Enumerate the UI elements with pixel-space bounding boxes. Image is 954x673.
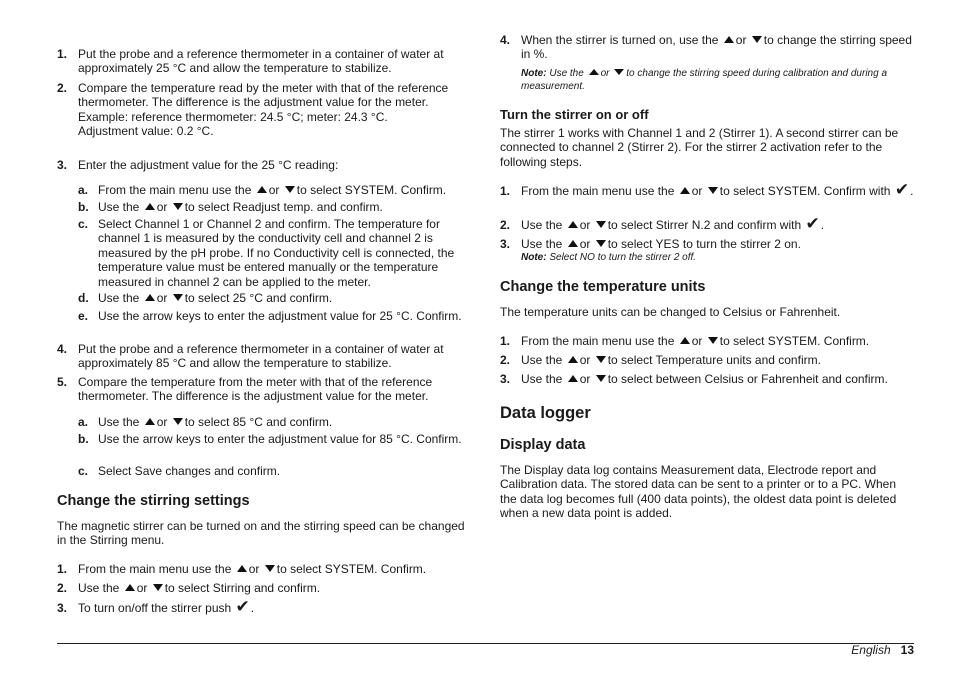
- list-item: 2. Use the or to select Temperature units and confirm.: [500, 353, 821, 367]
- up-arrow-icon: [237, 565, 247, 572]
- paragraph: The stirrer 1 works with Channel 1 and 2 (Stirrer 1). A second stirrer can be connected to channel 2 (Stirrer 2). For the stirrer 2 activation refer to the following steps.: [500, 126, 899, 169]
- list-item: 4. Put the probe and a reference thermometer in a container of water at approximately 85 °C and allow the temperature to stabilize.: [57, 342, 444, 371]
- up-arrow-icon: [257, 186, 267, 193]
- up-arrow-icon: [145, 294, 155, 301]
- sub-list-item: e. Use the arrow keys to enter the adjustment value for 25 °C. Confirm.: [78, 309, 462, 323]
- sub-list-item: d. Use the or to select 25 °C and confirm.: [78, 291, 333, 305]
- sub-list-item: a. Use the or to select 85 °C and confirm.: [78, 415, 333, 429]
- up-arrow-icon: [589, 69, 599, 75]
- list-item: 1. From the main menu use the or to select SYSTEM. Confirm with ✔.: [500, 180, 914, 199]
- up-arrow-icon: [125, 584, 135, 591]
- sub-list-item: b. Use the or to select Readjust temp. and confirm.: [78, 200, 383, 214]
- down-arrow-icon: [596, 375, 606, 382]
- sub-list-item: c. Select Channel 1 or Channel 2 and confirm. The temperature for channel 1 is measured by the conductivity cell and channel 2 is measured by the pH probe. If no Conductivity cell is connected, the temperature value must be entered manually or the temperature measured in channel 2 can be applied to the meter.: [78, 217, 455, 289]
- up-arrow-icon: [145, 203, 155, 210]
- down-arrow-icon: [596, 221, 606, 228]
- down-arrow-icon: [285, 186, 295, 193]
- down-arrow-icon: [708, 187, 718, 194]
- list-item: 3. Use the or to select YES to turn the stirrer 2 on. Note: Select NO to turn the stirrer 2 off.: [500, 237, 914, 264]
- down-arrow-icon: [173, 418, 183, 425]
- section-heading: Change the temperature units: [500, 279, 706, 295]
- list-item: 4. When the stirrer is turned on, use the or to change the stirring speed in %.: [500, 33, 912, 62]
- paragraph: The magnetic stirrer can be turned on and the stirring speed can be changed in the Stirring menu.: [57, 519, 465, 548]
- list-item: 1. Put the probe and a reference thermometer in a container of water at approximately 25 °C and allow the temperature to stabilize.: [57, 47, 444, 76]
- sub-list-item: a. From the main menu use the or to select SYSTEM. Confirm.: [78, 183, 447, 197]
- list-item: 2. Compare the temperature read by the meter with that of the reference thermometer. The difference is the adjustment value for the meter. Example: reference thermometer: 24.5 °C; meter: 24.3 °C. Adjustment value: 0.2 °C.: [57, 81, 449, 139]
- paragraph: The Display data log contains Measurement data, Electrode report and Calibration data. The stored data can be sent to a printer or to a PC. When the data log becomes full (400 data points), the oldest data point is deleted when a new data point is added.: [500, 463, 897, 521]
- down-arrow-icon: [173, 203, 183, 210]
- down-arrow-icon: [173, 294, 183, 301]
- up-arrow-icon: [680, 187, 690, 194]
- list-item: 3. Use the or to select between Celsius or Fahrenheit and confirm.: [500, 372, 888, 386]
- down-arrow-icon: [708, 337, 718, 344]
- sub-list-item: b. Use the arrow keys to enter the adjustment value for 85 °C. Confirm.: [78, 432, 462, 446]
- up-arrow-icon: [568, 356, 578, 363]
- list-item: 3. To turn on/off the stirrer push ✔.: [57, 597, 255, 616]
- chapter-heading: Data logger: [500, 404, 591, 422]
- list-item: 5. Compare the temperature from the meter with that of the reference thermometer. The difference is the adjustment value for the meter.: [57, 375, 433, 404]
- list-item: 3. Enter the adjustment value for the 25 °C reading:: [57, 158, 339, 172]
- section-heading: Turn the stirrer on or off: [500, 107, 649, 122]
- list-item: 2. Use the or to select Stirring and confirm.: [57, 581, 321, 595]
- checkmark-icon: ✔: [805, 214, 820, 233]
- sub-list-item: c. Select Save changes and confirm.: [78, 464, 281, 478]
- checkmark-icon: ✔: [894, 180, 910, 199]
- note: Note: Select NO to turn the stirrer 2 off.: [521, 252, 697, 264]
- down-arrow-icon: [614, 69, 624, 75]
- up-arrow-icon: [568, 375, 578, 382]
- section-heading: Change the stirring settings: [57, 493, 250, 509]
- up-arrow-icon: [568, 221, 578, 228]
- list-item: 1. From the main menu use the or to select SYSTEM. Confirm.: [57, 562, 427, 576]
- down-arrow-icon: [596, 240, 606, 247]
- footer-rule: [57, 643, 914, 644]
- down-arrow-icon: [752, 36, 762, 43]
- up-arrow-icon: [568, 240, 578, 247]
- down-arrow-icon: [596, 356, 606, 363]
- list-item: 1. From the main menu use the or to select SYSTEM. Confirm.: [500, 334, 870, 348]
- section-heading: Display data: [500, 437, 586, 453]
- page-number: 13: [900, 643, 914, 657]
- paragraph: The temperature units can be changed to Celsius or Fahrenheit.: [500, 305, 841, 319]
- checkmark-icon: ✔: [235, 597, 250, 616]
- down-arrow-icon: [265, 565, 275, 572]
- list-item: 2. Use the or to select Stirrer N.2 and confirm with ✔.: [500, 214, 825, 233]
- up-arrow-icon: [145, 418, 155, 425]
- note: Note: Use the or to change the stirring speed during calibration and during a measurement.: [521, 68, 888, 92]
- up-arrow-icon: [680, 337, 690, 344]
- footer-language: English: [851, 643, 891, 657]
- page-footer: [851, 643, 914, 657]
- down-arrow-icon: [153, 584, 163, 591]
- up-arrow-icon: [724, 36, 734, 43]
